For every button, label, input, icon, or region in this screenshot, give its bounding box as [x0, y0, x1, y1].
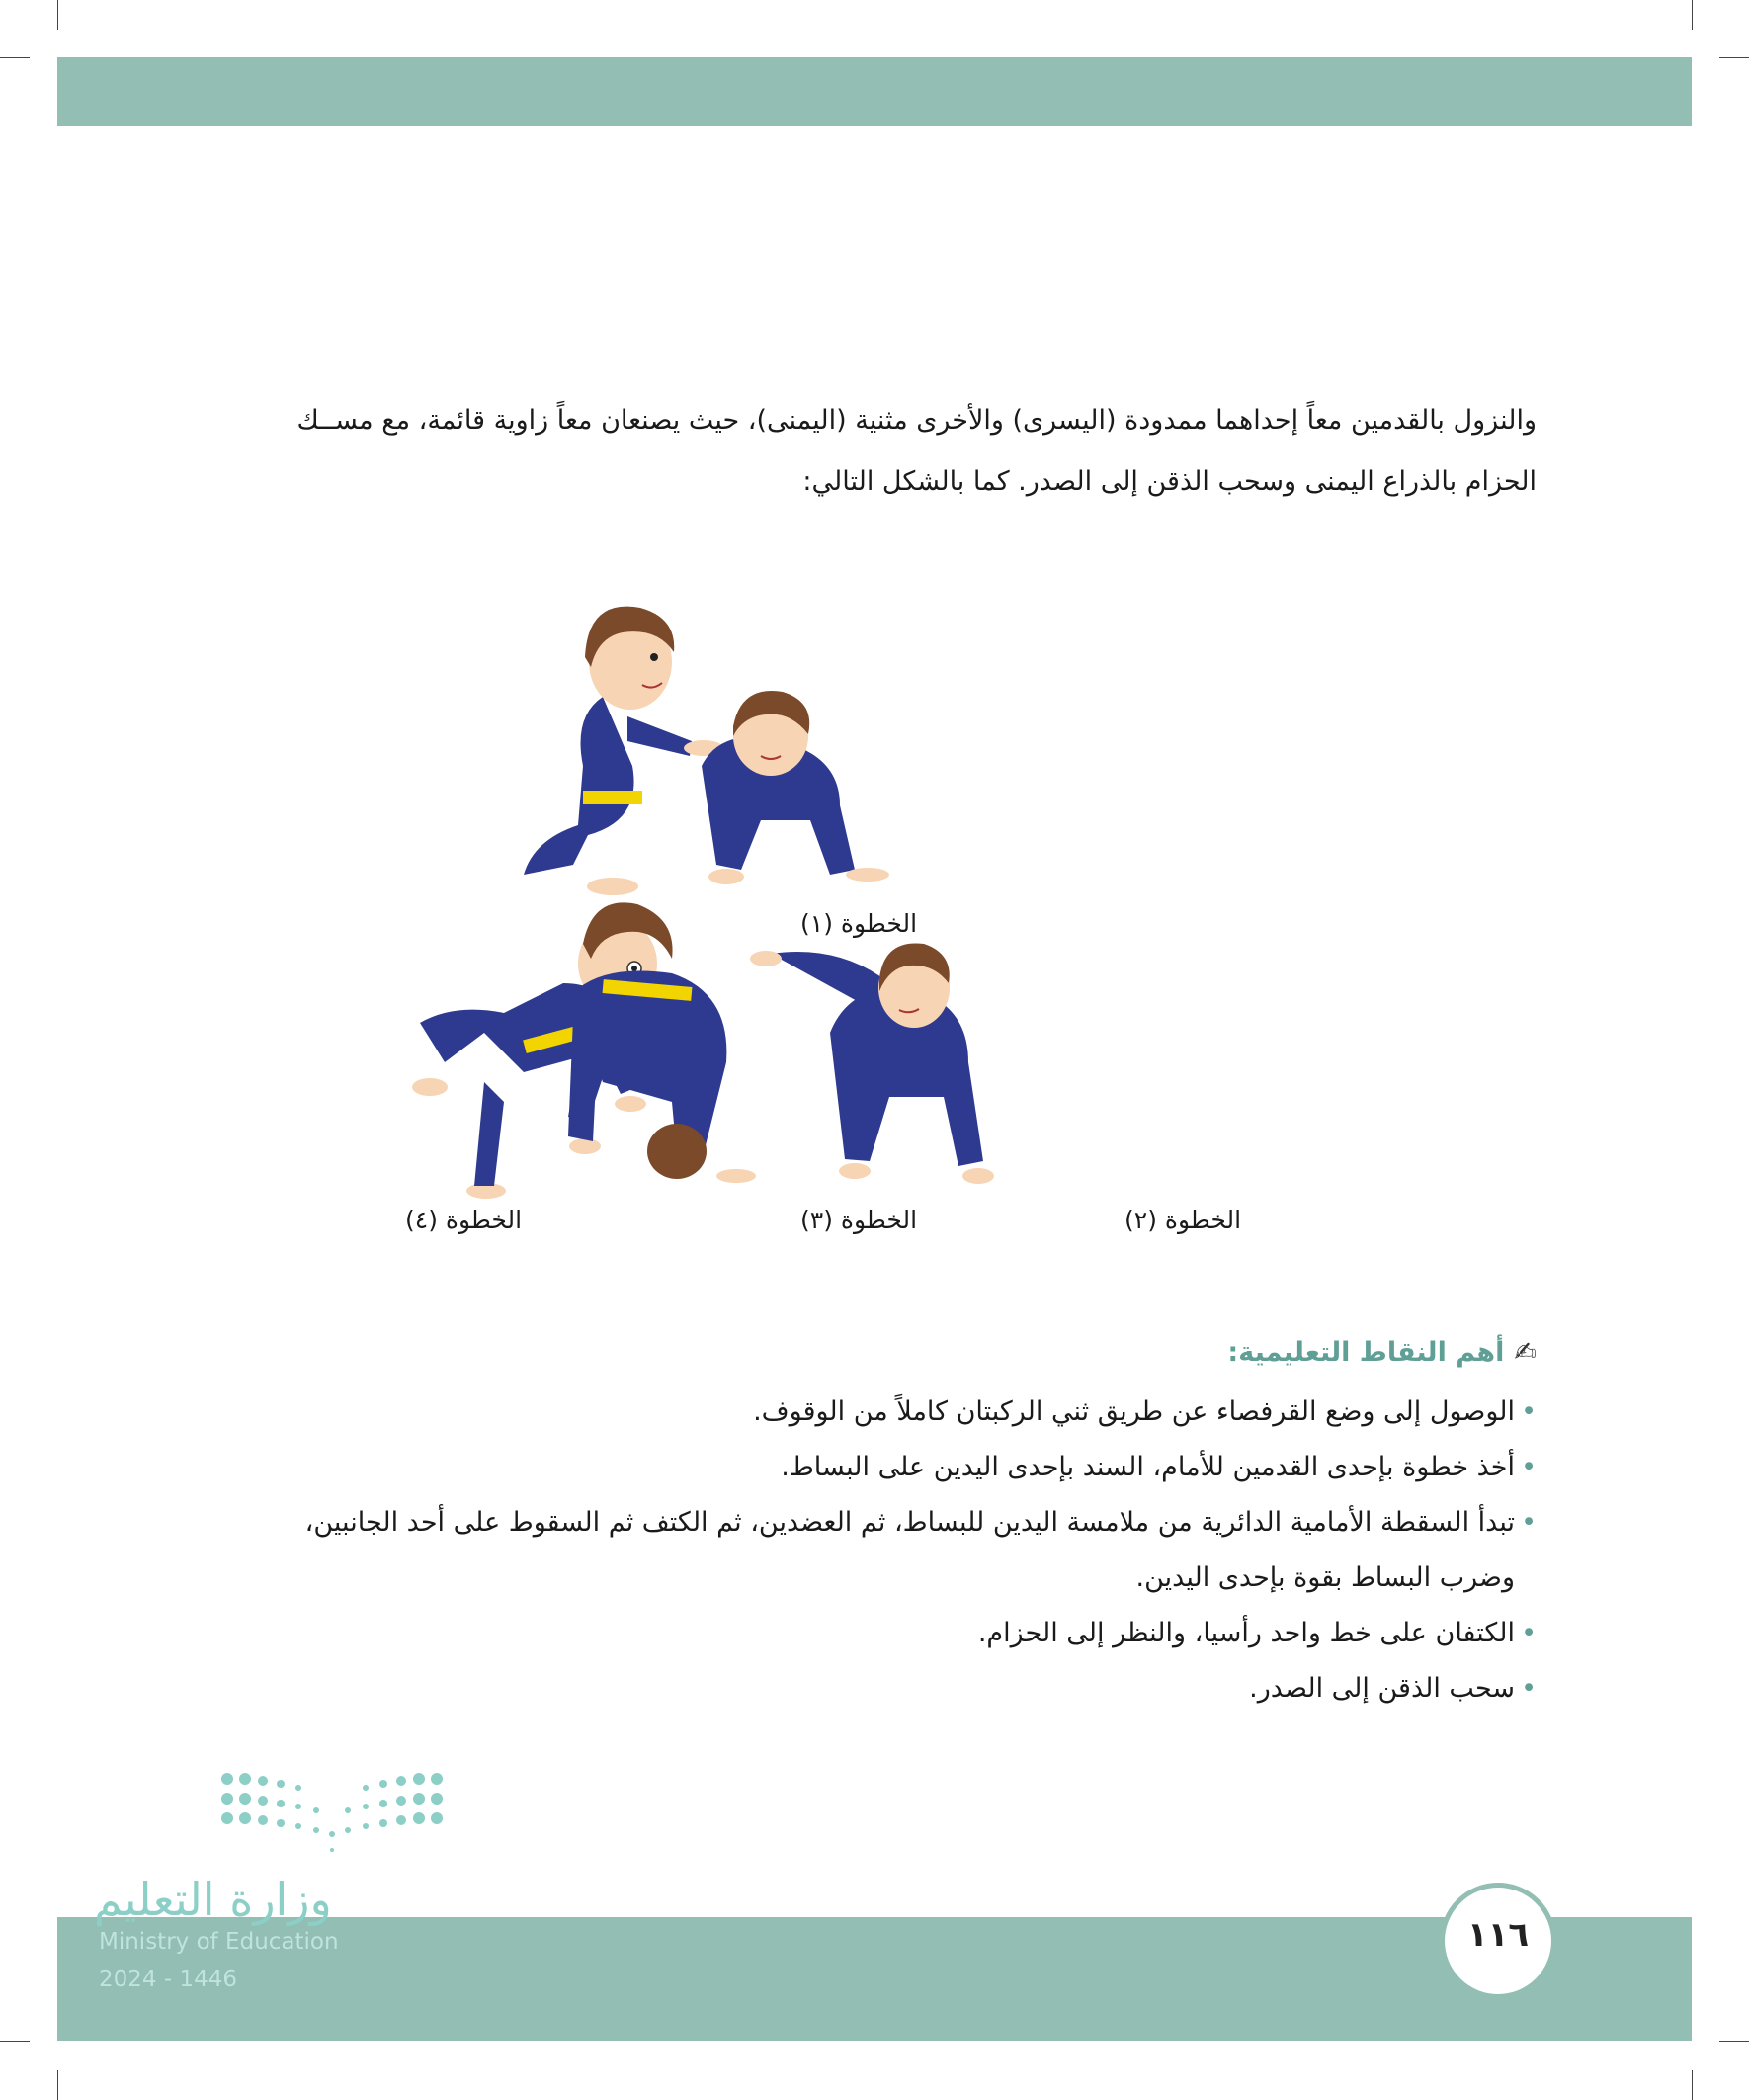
header-band	[57, 57, 1692, 126]
list-item: • الكتفان على خط واحد رأسيا، والنظر إلى الحزام.	[188, 1606, 1537, 1661]
intro-line-2: الحزام بالذراع اليمنى وسحب الذقن إلى الصدر. كما بالشكل التالي:	[802, 466, 1537, 497]
intro-paragraph	[198, 390, 1537, 513]
step1-bending-figure	[702, 691, 889, 884]
crop-mark	[1719, 2041, 1749, 2042]
points-list	[188, 1385, 1537, 1717]
crop-mark	[1692, 2070, 1693, 2100]
points-heading	[188, 1329, 1537, 1377]
crop-mark	[1692, 0, 1693, 30]
caption-step-2: الخطوة (٢)	[1124, 1206, 1242, 1234]
ministry-logo-arabic: وزارة التعليم	[94, 1873, 332, 1926]
pencil-icon: ✍	[1514, 1337, 1537, 1368]
list-item: • أخذ خطوة بإحدى القدمين للأمام، السند بإحدى اليدين على البساط.	[188, 1440, 1537, 1495]
ministry-logo-english: Ministry of Education	[99, 1929, 339, 1955]
ministry-logo-year: 2024 - 1446	[99, 1967, 237, 1992]
caption-step-3: الخطوة (٣)	[800, 1206, 918, 1234]
step1-crouching-figure	[524, 607, 723, 895]
judo-steps-figure	[375, 568, 1304, 1255]
crop-mark	[57, 0, 58, 30]
list-item: • تبدأ السقطة الأمامية الدائرية من ملامسة اليدين للبساط، ثم العضدين، ثم الكتف ثم السقوط على أحد الجانبين،	[188, 1495, 1537, 1551]
list-item-continuation: وضرب البساط بقوة بإحدى اليدين.	[1135, 1562, 1515, 1593]
crop-mark	[57, 2070, 58, 2100]
points-title-text: أهم النقاط التعليمية:	[1227, 1337, 1505, 1368]
crop-mark	[0, 2041, 30, 2042]
list-item: • الوصول إلى وضع القرفصاء عن طريق ثني الركبتان كاملاً من الوقوف.	[188, 1385, 1537, 1440]
page-number: ١١٦	[1466, 1915, 1530, 1955]
crop-mark	[1719, 57, 1749, 58]
caption-step-1: الخطوة (١)	[800, 909, 918, 938]
crop-mark	[0, 57, 30, 58]
intro-line-1: والنزول بالقدمين معاً إحداهما ممدودة (اليسرى) والأخرى مثنية (اليمنى)، حيث يصنعان معاً زاوية قائمة، مع مســك	[296, 405, 1537, 436]
list-item: • سحب الذقن إلى الصدر.	[188, 1661, 1537, 1717]
teaching-points	[188, 1329, 1537, 1717]
caption-step-4: الخطوة (٤)	[405, 1206, 523, 1234]
step2-arm-raised-figure	[750, 943, 994, 1184]
